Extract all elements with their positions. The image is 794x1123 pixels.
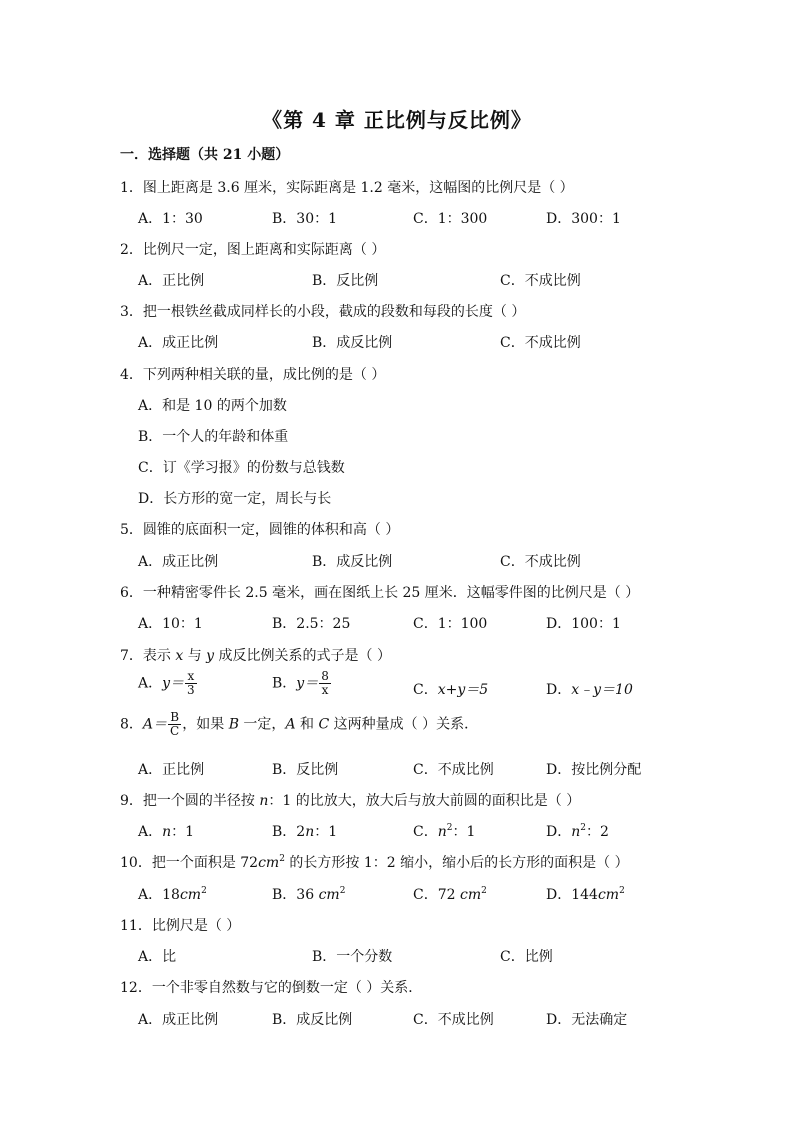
option-a: A．和是 10 的两个加数 bbox=[138, 398, 287, 414]
question-6: 6．一种精密零件长 2.5 毫米，画在图纸上长 25 厘米．这幅零件图的比例尺是（ ） bbox=[120, 585, 640, 601]
option-b: B．一个人的年龄和体重 bbox=[138, 429, 289, 445]
question-3: 3．把一根铁丝截成同样长的小段，截成的段数和每段的长度（ ） bbox=[120, 304, 526, 320]
option-c: C．1：100 bbox=[413, 616, 488, 632]
option-d: D．$144cm^2$ bbox=[546, 886, 625, 903]
option-d: D．按比例分配 bbox=[546, 762, 642, 778]
option-a: A．正比例 bbox=[138, 762, 205, 778]
question-5: 5．圆锥的底面积一定，圆锥的体积和高（ ） bbox=[120, 522, 400, 538]
option-b: B．成反比例 bbox=[312, 335, 393, 351]
question-4: 4．下列两种相关联的量，成比例的是（ ） bbox=[120, 367, 386, 383]
option-b: B．成反比例 bbox=[272, 1012, 353, 1028]
option-c: C．订《学习报》的份数与总钱数 bbox=[138, 460, 345, 476]
option-d: D．x﹣y＝10 bbox=[546, 682, 633, 698]
option-a: A．y＝ $\frac{x}{3}$ bbox=[138, 669, 195, 697]
section-heading: 一．选择题（共 21 小题） bbox=[120, 147, 290, 163]
option-a: A．$18cm^2$ bbox=[138, 886, 207, 903]
option-b: B．2n：1 bbox=[272, 824, 338, 840]
option-b: B．36 $cm^2$ bbox=[272, 886, 346, 903]
fraction: $\frac{8}{x}$ bbox=[321, 669, 329, 697]
question-9: 9．把一个圆的半径按 n：1 的比放大，放大后与放大前圆的面积比是（ ） bbox=[120, 793, 581, 809]
option-a: A．成正比例 bbox=[138, 1012, 219, 1028]
option-d: D．长方形的宽一定，周长与长 bbox=[138, 491, 332, 507]
option-c: C．比例 bbox=[500, 949, 553, 965]
option-b: B．30：1 bbox=[272, 211, 338, 227]
option-a: A．正比例 bbox=[138, 273, 205, 289]
option-c: C．1：300 bbox=[413, 211, 488, 227]
option-d: D．300：1 bbox=[546, 211, 621, 227]
option-a: A．1：30 bbox=[138, 211, 203, 227]
option-a: A．比 bbox=[138, 949, 177, 965]
chapter-title: 《第 4 章 正比例与反比例》 bbox=[262, 108, 532, 132]
fraction: $\frac{B}{C}$ bbox=[170, 710, 180, 738]
option-a: A．成正比例 bbox=[138, 335, 219, 351]
question-8: 8．A＝ $\frac{B}{C}$ ，如果 B 一定，A 和 C 这两种量成（ ）关系． bbox=[120, 710, 479, 738]
option-b: B．成反比例 bbox=[312, 554, 393, 570]
option-c: C．不成比例 bbox=[500, 554, 581, 570]
option-d: D．100：1 bbox=[546, 616, 621, 632]
option-a: A．10：1 bbox=[138, 616, 203, 632]
question-12: 12．一个非零自然数与它的倒数一定（ ）关系． bbox=[120, 980, 423, 996]
option-b: B．反比例 bbox=[312, 273, 379, 289]
question-10: 10．把一个面积是 $72cm^2$ 的长方形按 1：2 缩小，缩小后的长方形的面积是（ ） bbox=[120, 854, 629, 871]
question-7: 7．表示 x 与 y 成反比例关系的式子是（ ） bbox=[120, 648, 391, 664]
question-1: 1．图上距离是 3.6 厘米，实际距离是 1.2 毫米，这幅图的比例尺是（ ） bbox=[120, 180, 574, 196]
option-a: A．n：1 bbox=[138, 824, 195, 840]
option-b: B．2.5：25 bbox=[272, 616, 351, 632]
option-c: C．不成比例 bbox=[500, 335, 581, 351]
option-c: C．72 $cm^2$ bbox=[413, 886, 487, 903]
option-b: B．y＝ $\frac{8}{x}$ bbox=[272, 669, 329, 697]
question-2: 2．比例尺一定，图上距离和实际距离（ ） bbox=[120, 242, 386, 258]
option-c: C．不成比例 bbox=[413, 1012, 494, 1028]
option-a: A．成正比例 bbox=[138, 554, 219, 570]
option-d: D．$n^2$：2 bbox=[546, 823, 609, 840]
option-b: B．一个分数 bbox=[312, 949, 393, 965]
option-c: C．不成比例 bbox=[413, 762, 494, 778]
option-c: C．不成比例 bbox=[500, 273, 581, 289]
question-11: 11．比例尺是（ ） bbox=[120, 918, 241, 934]
option-b: B．反比例 bbox=[272, 762, 339, 778]
option-d: D．无法确定 bbox=[546, 1012, 628, 1028]
option-c: C．x+y＝5 bbox=[413, 682, 489, 698]
option-c: C．$n^2$：1 bbox=[413, 823, 476, 840]
fraction: $\frac{x}{3}$ bbox=[187, 669, 195, 697]
